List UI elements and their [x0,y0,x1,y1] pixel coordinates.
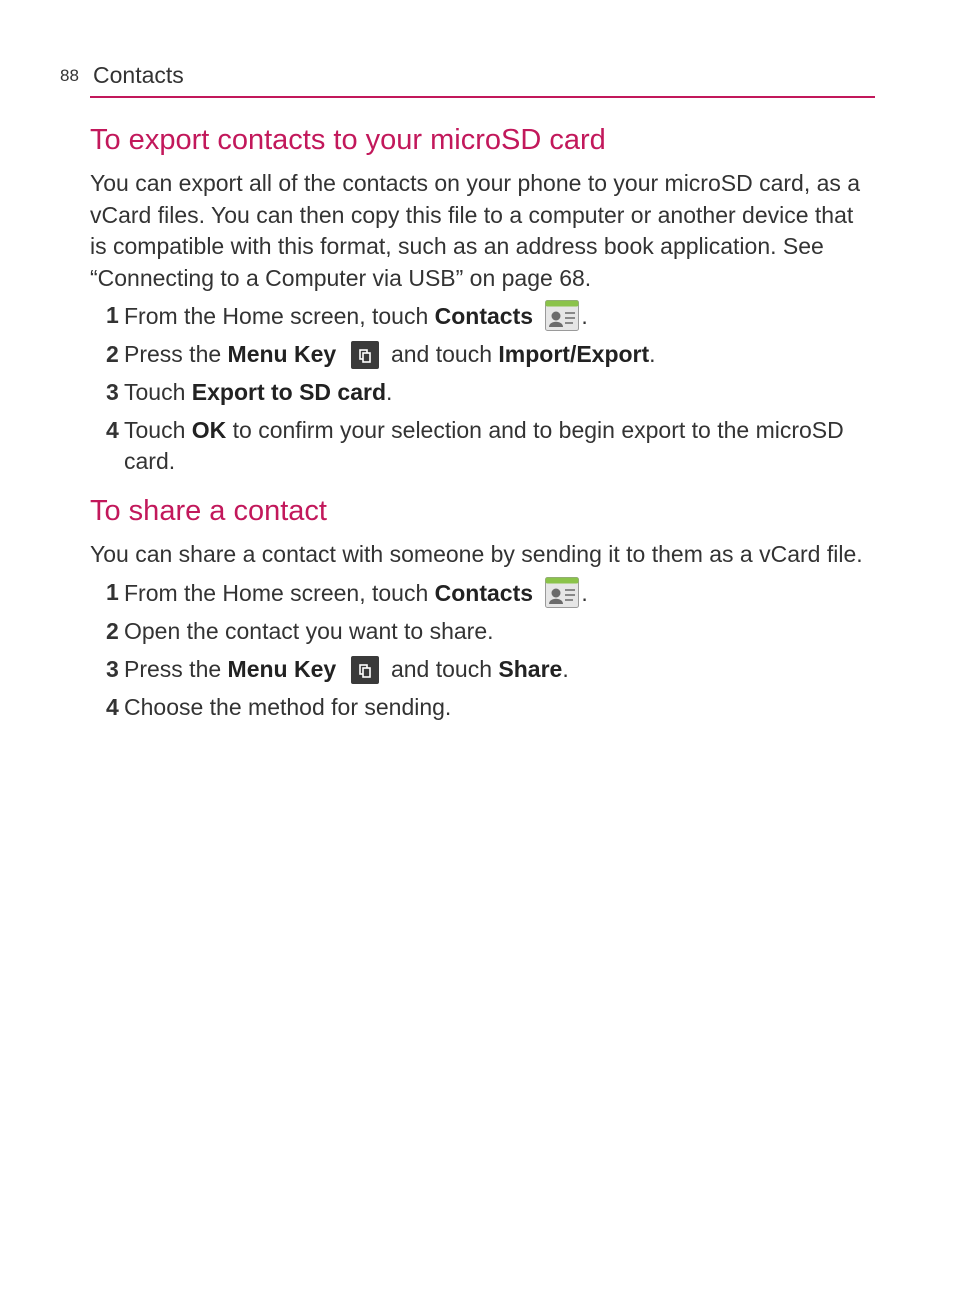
page-header [60,62,875,98]
step-item [90,377,876,408]
step-item [90,692,876,723]
header-divider [90,96,875,98]
step-text: Touch [124,379,192,405]
export-section [90,118,876,477]
step-text: . [581,303,588,329]
step-item [90,577,876,609]
step-item [90,616,876,647]
step-number: 3 [106,655,119,682]
section-label: Contacts [93,62,184,88]
step-text: From the Home screen, touch [124,303,435,329]
step-number: 4 [106,417,119,443]
step-text: . [649,341,656,367]
step-text: . [581,579,588,606]
step-number: 3 [106,379,119,405]
menu-key-icon [351,341,379,369]
step-item [90,415,876,477]
step-bold-text: Export to SD card [191,379,387,405]
steps-list [90,577,876,723]
step-text: Press the [124,341,228,367]
step-number: 1 [106,578,119,605]
step-text: and touch [384,655,499,682]
step-bold-text: Menu Key [227,655,337,682]
page-number: 88 [60,66,79,85]
step-text: Choose the method for sending. [124,693,452,720]
section-intro: You can share a contact with someone by sending it to them as a vCard file. [90,541,863,567]
section-title: To share a contact [90,495,327,527]
menu-key-icon [351,656,379,684]
contacts-app-icon [545,577,579,608]
step-text: From the Home screen, touch [124,579,435,606]
step-text: . [386,379,393,405]
step-bold-text: Import/Export [498,341,650,367]
steps-list [90,300,876,477]
step-number: 4 [106,693,119,720]
step-item [90,654,876,685]
step-text: Press the [124,655,228,682]
step-text: Touch [124,417,192,443]
step-bold-text: Share [498,655,563,682]
contacts-app-icon [545,300,579,331]
section-title: To export contacts to your microSD card [90,124,606,156]
step-text: and touch [384,341,499,367]
step-bold-text: Contacts [434,303,534,329]
step-text: Open the contact you want to share. [124,617,494,644]
page-content [90,118,876,730]
step-number: 2 [106,617,119,644]
step-text: to confirm your selection and to begin export to the microSD card. [124,417,844,474]
step-bold-text: Menu Key [227,341,337,367]
step-item [90,339,876,370]
step-text: . [562,655,569,682]
share-section [90,489,876,723]
step-number: 2 [106,341,119,367]
step-bold-text: OK [191,417,227,443]
section-intro: You can export all of the contacts on your phone to your microSD card, as a vCard files. You can then copy this file to a computer or another device that is compatible with this format, such as an address book application. See “Connecting to a Computer via USB” on page 68. [90,170,861,291]
step-number: 1 [106,302,119,328]
step-bold-text: Contacts [434,579,534,606]
step-item [90,300,876,332]
